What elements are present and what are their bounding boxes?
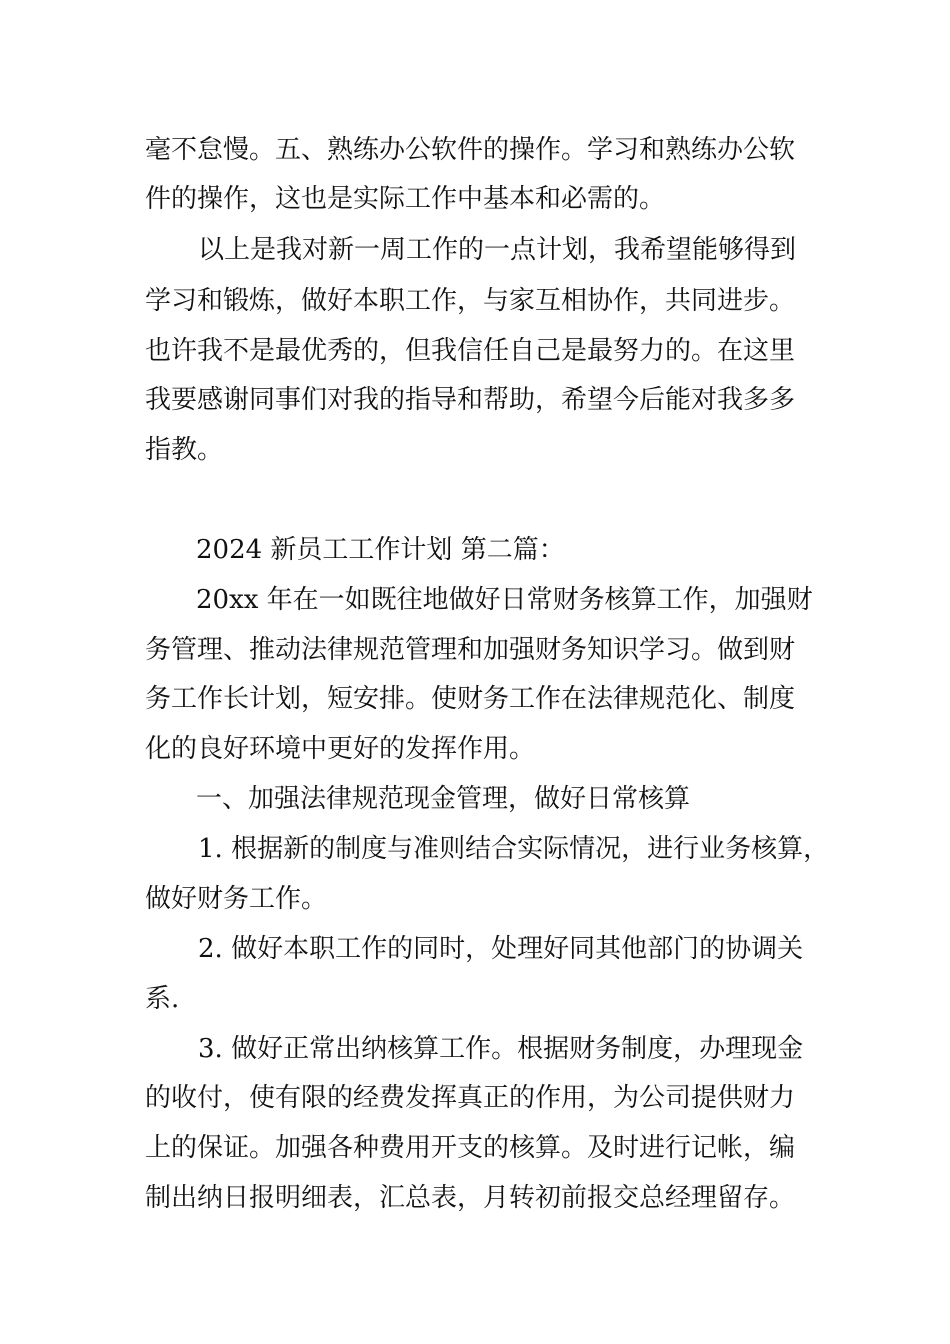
text-line: 件的操作，这也是实际工作中基本和必需的。 — [145, 184, 666, 214]
text-line: 制出纳日报明细表，汇总表，月转初前报交总经理留存。 — [145, 1183, 796, 1213]
text-line: 系. — [145, 984, 180, 1014]
text-line: 务工作长计划，短安排。使财务工作在法律规范化、制度 — [145, 684, 796, 714]
list-item-start-line: 3. 做好正常出纳核算工作。根据财务制度，办理现金 — [198, 1034, 804, 1064]
text-line: 的收付，使有限的经费发挥真正的作用，为公司提供财力 — [145, 1083, 796, 1113]
paragraph-start-line: 20xx 年在一如既往地做好日常财务核算工作，加强财 — [196, 585, 813, 615]
text-line: 学习和锻炼，做好本职工作，与家互相协作，共同进步。 — [145, 286, 796, 316]
list-item-start-line: 1. 根据新的制度与准则结合实际情况，进行业务核算， — [198, 834, 830, 864]
text-line: 毫不怠慢。五、熟练办公软件的操作。学习和熟练办公软 — [145, 135, 796, 165]
text-line: 上的保证。加强各种费用开支的核算。及时进行记帐，编 — [145, 1133, 796, 1163]
text-line: 我要感谢同事们对我的指导和帮助，希望今后能对我多多 — [145, 385, 796, 415]
subheading: 一、加强法律规范现金管理，做好日常核算 — [196, 784, 691, 814]
text-line: 化的良好环境中更好的发挥作用。 — [145, 734, 536, 764]
text-line: 也许我不是最优秀的，但我信任自己是最努力的。在这里 — [145, 336, 796, 366]
section-heading: 2024 新员工工作计划 第二篇： — [196, 535, 565, 565]
paragraph-start-line: 以上是我对新一周工作的一点计划，我希望能够得到 — [198, 235, 797, 265]
text-line: 指教。 — [145, 435, 224, 465]
text-line: 务管理、推动法律规范管理和加强财务知识学习。做到财 — [145, 635, 796, 665]
list-item-start-line: 2. 做好本职工作的同时，处理好同其他部门的协调关 — [198, 934, 804, 964]
text-line: 做好财务工作。 — [145, 884, 328, 914]
